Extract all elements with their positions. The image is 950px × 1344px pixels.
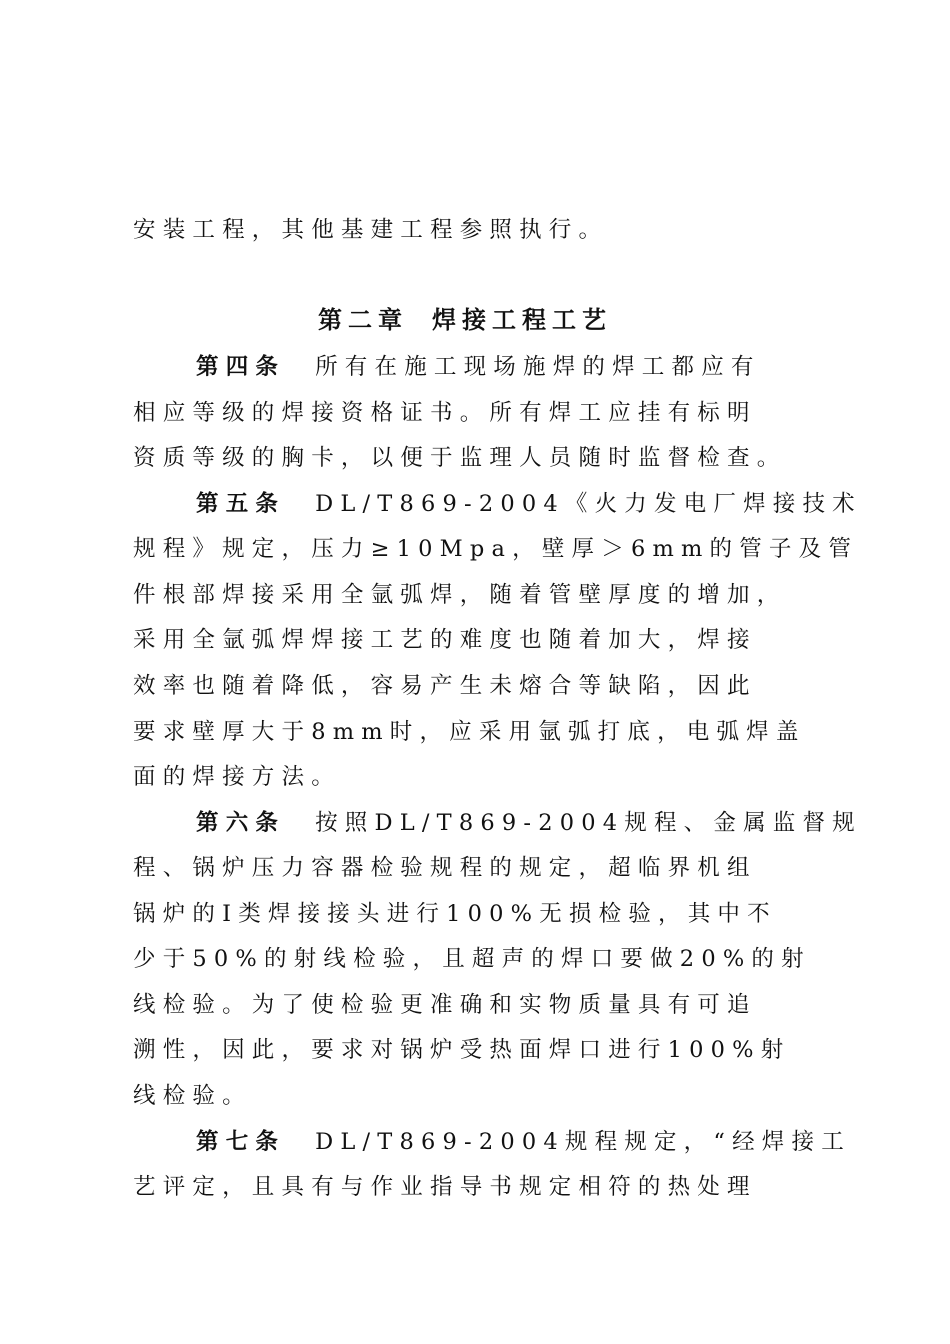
article-4-first-line — [196, 352, 761, 382]
paragraph-line: 少于50%的射线检验，且超声的焊口要做20%的射 — [133, 946, 811, 972]
article-text: DL/T869-2004《火力发电厂焊接技术 — [315, 491, 862, 517]
paragraph-line: 要求壁厚大于8mm时，应采用氩弧打底，电弧焊盖 — [133, 719, 806, 745]
paragraph-line: 锅炉的Ⅰ类焊接接头进行100%无损检验，其中不 — [133, 901, 777, 927]
paragraph-line: 线检验。 — [133, 1083, 252, 1109]
paragraph-line: 效率也随着降低，容易产生未熔合等缺陷，因此 — [133, 673, 757, 699]
article-text: DL/T869-2004规程规定，“经焊接工 — [315, 1129, 851, 1155]
paragraph-line: 相应等级的焊接资格证书。所有焊工应挂有标明 — [133, 400, 757, 426]
paragraph-line: 艺评定，且具有与作业指导书规定相符的热处理 — [133, 1174, 757, 1200]
article-label: 第五条 — [196, 491, 286, 517]
paragraph-line: 安装工程，其他基建工程参照执行。 — [133, 217, 609, 243]
paragraph-line: 资质等级的胸卡，以便于监理人员随时监督检查。 — [133, 445, 787, 471]
article-5-first-line — [196, 489, 862, 519]
article-7-first-line — [196, 1127, 851, 1157]
paragraph-line: 面的焊接方法。 — [133, 764, 341, 790]
paragraph-line: 溯性，因此，要求对锅炉受热面焊口进行100%射 — [133, 1037, 791, 1063]
article-text: 所有在施工现场施焊的焊工都应有 — [315, 354, 761, 380]
chapter-heading — [318, 305, 612, 335]
article-text: 按照DL/T869-2004规程、金属监督规 — [315, 810, 862, 836]
chapter-number: 第二章 — [318, 305, 408, 334]
chapter-title: 焊接工程工艺 — [432, 305, 612, 334]
paragraph-line: 程、锅炉压力容器检验规程的规定，超临界机组 — [133, 855, 757, 881]
article-label: 第七条 — [196, 1129, 286, 1155]
paragraph-line: 件根部焊接采用全氩弧焊，随着管壁厚度的增加， — [133, 582, 787, 608]
article-label: 第六条 — [196, 810, 286, 836]
paragraph-line: 规程》规定，压力≥10Mpa，壁厚＞6mm的管子及管 — [133, 536, 859, 562]
article-6-first-line — [196, 808, 862, 838]
paragraph-line: 线检验。为了使检验更准确和实物质量具有可追 — [133, 992, 757, 1018]
article-label: 第四条 — [196, 354, 286, 380]
paragraph-line: 采用全氩弧焊焊接工艺的难度也随着加大，焊接 — [133, 627, 757, 653]
